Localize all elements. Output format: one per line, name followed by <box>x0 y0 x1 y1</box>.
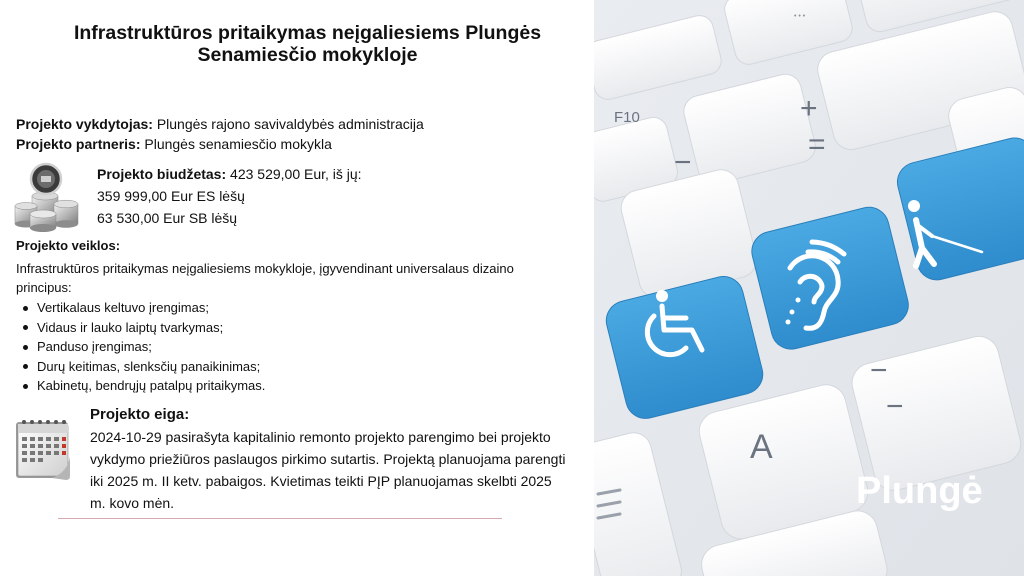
svg-text:• • •: • • • <box>794 13 806 20</box>
key-f10-label: F10 <box>614 109 640 126</box>
plunge-logo: Plungė <box>856 470 983 512</box>
budget-total <box>97 163 362 185</box>
list-item: Vertikalaus keltuvo įrengimas; <box>22 298 265 318</box>
project-partner-value: Plungės senamiesčio mokykla <box>140 136 332 152</box>
activities-heading: Projekto veiklos: <box>16 238 121 253</box>
budget-eu-funds: 359 999,00 Eur ES lėšų <box>97 188 245 204</box>
key-equals-label: = <box>808 128 826 161</box>
project-partner-label: Projekto partneris: <box>16 136 141 152</box>
svg-text:−: − <box>886 390 904 423</box>
list-item: Kabinetų, bendrųjų patalpų pritaikymas. <box>22 376 265 396</box>
project-partner <box>16 135 332 153</box>
key-minus-label: − <box>674 146 692 179</box>
activities-intro: Infrastruktūros pritaikymas neįgaliesiems mokykloje, įgyvendinant universalaus dizaino principus: <box>16 261 514 295</box>
budget-label: Projekto biudžetas: <box>97 166 227 182</box>
budget-state-funds: 63 530,00 Eur SB lėšų <box>97 210 238 226</box>
svg-text:−: − <box>870 354 888 387</box>
project-executor-label: Projekto vykdytojas: <box>16 116 153 132</box>
project-executor-value: Plungės rajono savivaldybės administracija <box>152 116 424 132</box>
progress-text: 2024-10-29 pasirašyta kapitalinio remonto projekto parengimo bei projekto vykdymo priežiūros paslaugos pirkimo sutartis. Projektą planuojama parengti iki 2025 m. II ketv. pabaigos. Kvietimas teikti PĮP planuojamas skelbti 2025 m. kovo mėn. <box>90 429 566 511</box>
divider-line <box>58 518 502 519</box>
key-a-label: A <box>750 428 773 466</box>
list-item: Panduso įrengimas; <box>22 337 265 357</box>
page-title <box>20 22 595 66</box>
project-executor <box>16 115 424 133</box>
list-item: Durų keitimas, slenksčių panaikinimas; <box>22 357 265 377</box>
project-progress <box>90 404 570 514</box>
title-line-2: Senamiesčio mokykloje <box>197 44 418 66</box>
project-budget <box>97 163 362 229</box>
budget-value: 423 529,00 Eur, iš jų: <box>226 166 362 182</box>
key-plus-label: + <box>800 92 818 125</box>
activities-list <box>22 298 265 396</box>
keyboard-photo <box>594 0 1024 576</box>
list-item: Vidaus ir lauko laiptų tvarkymas; <box>22 318 265 338</box>
title-line-1: Infrastruktūros pritaikymas neįgaliesiems Plungės <box>73 22 542 44</box>
progress-heading: Projekto eiga: <box>90 406 190 423</box>
coins-icon <box>12 162 82 232</box>
calendar-icon <box>12 412 76 484</box>
